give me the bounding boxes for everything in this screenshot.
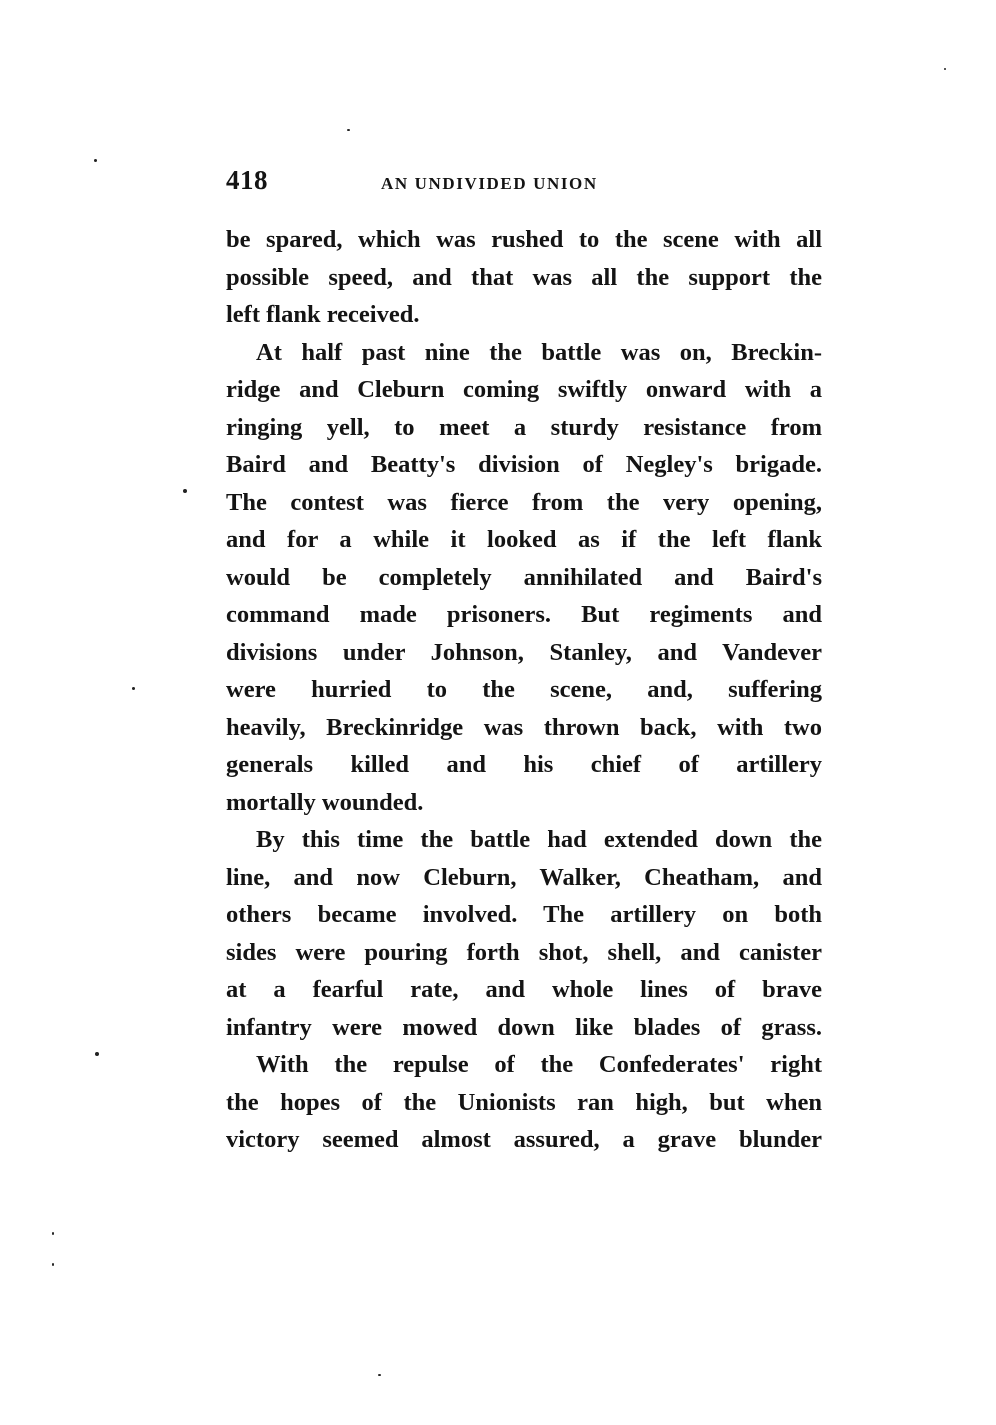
page-number: 418: [226, 165, 268, 195]
text-line: command made prisoners. But regiments and: [226, 601, 822, 628]
text-line: at a fearful rate, and whole lines of brave: [226, 976, 822, 1003]
text-line: With the repulse of the Confederates' right: [256, 1051, 822, 1078]
body-text: [226, 221, 822, 1159]
scan-speck: [52, 1232, 54, 1235]
text-line: mortally wounded.: [226, 788, 424, 816]
text-line: possible speed, and that was all the support the: [226, 263, 822, 291]
text-line: divisions under Johnson, Stanley, and Vandever: [226, 638, 822, 666]
text-line: left flank received.: [226, 301, 420, 328]
scan-speck: [944, 68, 946, 70]
scan-speck: [378, 1374, 381, 1376]
scan-speck: [94, 159, 97, 162]
scan-speck: [52, 1263, 54, 1266]
text-line: were hurried to the scene, and, suffering: [226, 676, 822, 703]
text-line: would be completely annihilated and Baird's: [226, 563, 822, 591]
running-head: AN UNDIVIDED UNION: [381, 174, 598, 193]
text-line: sides were pouring forth shot, shell, and canister: [226, 938, 822, 966]
text-line: others became involved. The artillery on both: [226, 901, 822, 928]
text-line: ringing yell, to meet a sturdy resistance from: [226, 413, 822, 441]
scan-speck: [95, 1052, 99, 1056]
scan-speck: [347, 129, 350, 131]
text-line: At half past nine the battle was on, Breckin-: [256, 338, 822, 366]
scan-speck: [132, 687, 135, 690]
text-line: generals killed and his chief of artillery: [226, 751, 822, 778]
text-line: infantry were mowed down like blades of grass.: [226, 1013, 822, 1041]
text-line: the hopes of the Unionists ran high, but when: [226, 1088, 822, 1116]
scan-speck: [183, 489, 187, 493]
text-line: line, and now Cleburn, Walker, Cheatham, and: [226, 863, 822, 891]
text-line: Baird and Beatty's division of Negley's brigade.: [226, 451, 822, 478]
text-line: heavily, Breckinridge was thrown back, with two: [226, 713, 822, 741]
text-line: By this time the battle had extended down the: [256, 826, 822, 853]
text-line: The contest was fierce from the very opening,: [226, 488, 822, 516]
text-line: ridge and Cleburn coming swiftly onward with a: [226, 376, 822, 403]
text-line: victory seemed almost assured, a grave blunder: [226, 1126, 822, 1153]
text-line: be spared, which was rushed to the scene with all: [226, 226, 822, 253]
text-line: and for a while it looked as if the left flank: [226, 526, 822, 553]
page-header: [226, 165, 822, 201]
